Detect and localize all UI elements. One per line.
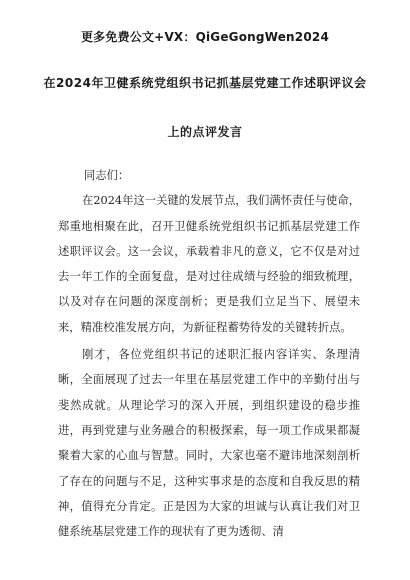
salutation: 同志们： (84, 169, 130, 182)
document-title-line2: 上的点评发言 (167, 125, 243, 139)
document-body (58, 163, 360, 544)
promo-header: 更多免费公文+VX：QiGeGongWen2024 (80, 30, 329, 44)
paragraph-1: 在2024年这一关键的发展节点，我们满怀责任与使命，郑重地相聚在此，召开卫健系统党组织书记抓基层党建工作述职评议会。这一会议，承载着非凡的意义，它不仅是对过去一年工作的全面复盘，是对过往成绩与经验的细致梳理，以及对存在问题的深度剖析；更是我们立足当下、展望未来，精准校准发展方向，为新征程蓄势待发的关键转折点。 (58, 194, 360, 334)
document-title-line1: 在2024年卫健系统党组织书记抓基层党建工作述职评议会 (43, 76, 367, 90)
paragraph-2: 刚才，各位党组织书记的述职汇报内容详实、条理清晰，全面展现了过去一年里在基层党建工作中的辛勤付出与斐然成就。从理论学习的深入开展，到组织建设的稳步推进，再到党建与业务融合的积极探索，每一项工作成果都凝聚着大家的心血与智慧。同时，大家也毫不避讳地深刻剖析了存在的问题与不足，这种实事求是的态度和自我反思的精神，值得充分肯定。正是因为大家的坦诚与认真让我们对卫健系统基层党建工作的现状有了更为透彻、清 (58, 348, 360, 539)
